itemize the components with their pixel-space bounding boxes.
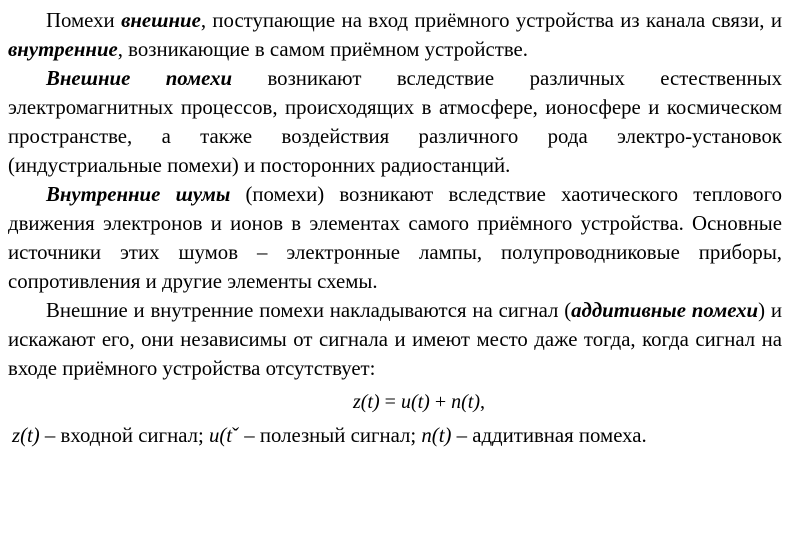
- paragraph-4: [8, 296, 782, 383]
- formula-plus: +: [429, 391, 452, 413]
- paragraph-text: (помехи) возникают вследствие хаотического теплового движения электронов и ионов в элементах самого приёмного устройства. Основные источники этих шумов – электронные лампы, полупроводниковые приборы, сопротивления и другие элементы схемы.: [8, 183, 782, 293]
- formula-comma: ,: [480, 391, 485, 413]
- formula-u: u(t): [400, 391, 430, 413]
- legend-u-close: ˇ: [232, 424, 240, 447]
- symbol-legend: [8, 421, 782, 451]
- paragraph-text: , возникающие в самом приёмном устройстве.: [117, 38, 528, 61]
- legend-u-description: – полезный сигнал;: [239, 424, 422, 447]
- paragraph-1: [8, 6, 782, 64]
- paragraph-3: [8, 180, 782, 296]
- legend-z-description: – входной сигнал;: [39, 424, 209, 447]
- emphasized-term: внутренние: [8, 38, 118, 61]
- formula-n: n(t): [451, 391, 480, 413]
- emphasized-term: Внутренние шумы: [46, 183, 231, 206]
- paragraph-text: , поступающие на вход приёмного устройства из канала связи, и: [200, 9, 782, 32]
- legend-n-symbol: n(t): [421, 424, 452, 447]
- emphasized-term: Внешние помехи: [46, 67, 233, 90]
- paragraph-2: [8, 64, 782, 180]
- paragraph-text: ) и искажают его, они независимы от сигнала и имеют место даже тогда, когда сигнал на входе приёмного устройства отсутствует:: [8, 299, 782, 380]
- formula-z: z(t): [352, 391, 380, 413]
- legend-n-description: – аддитивная помеха.: [451, 424, 647, 447]
- emphasized-term: аддитивные помехи: [571, 299, 759, 322]
- emphasized-term: внешние: [121, 9, 201, 32]
- formula: [56, 385, 782, 419]
- legend-z-symbol: z(t): [12, 424, 40, 447]
- formula-equals: =: [379, 391, 401, 413]
- paragraph-text: Помехи: [46, 9, 122, 32]
- legend-u-symbol: u(t: [208, 424, 233, 447]
- document-page: [8, 6, 782, 451]
- paragraph-text: возникают вследствие различных естественных электромагнитных процессов, происходящих в атмосфере, ионосфере и космическом пространстве, а также воздействия различного рода электро-установок (индустриальные помехи) и посторонних радиостанций.: [8, 67, 782, 177]
- paragraph-text: Внешние и внутренние помехи накладываются на сигнал (: [46, 299, 572, 322]
